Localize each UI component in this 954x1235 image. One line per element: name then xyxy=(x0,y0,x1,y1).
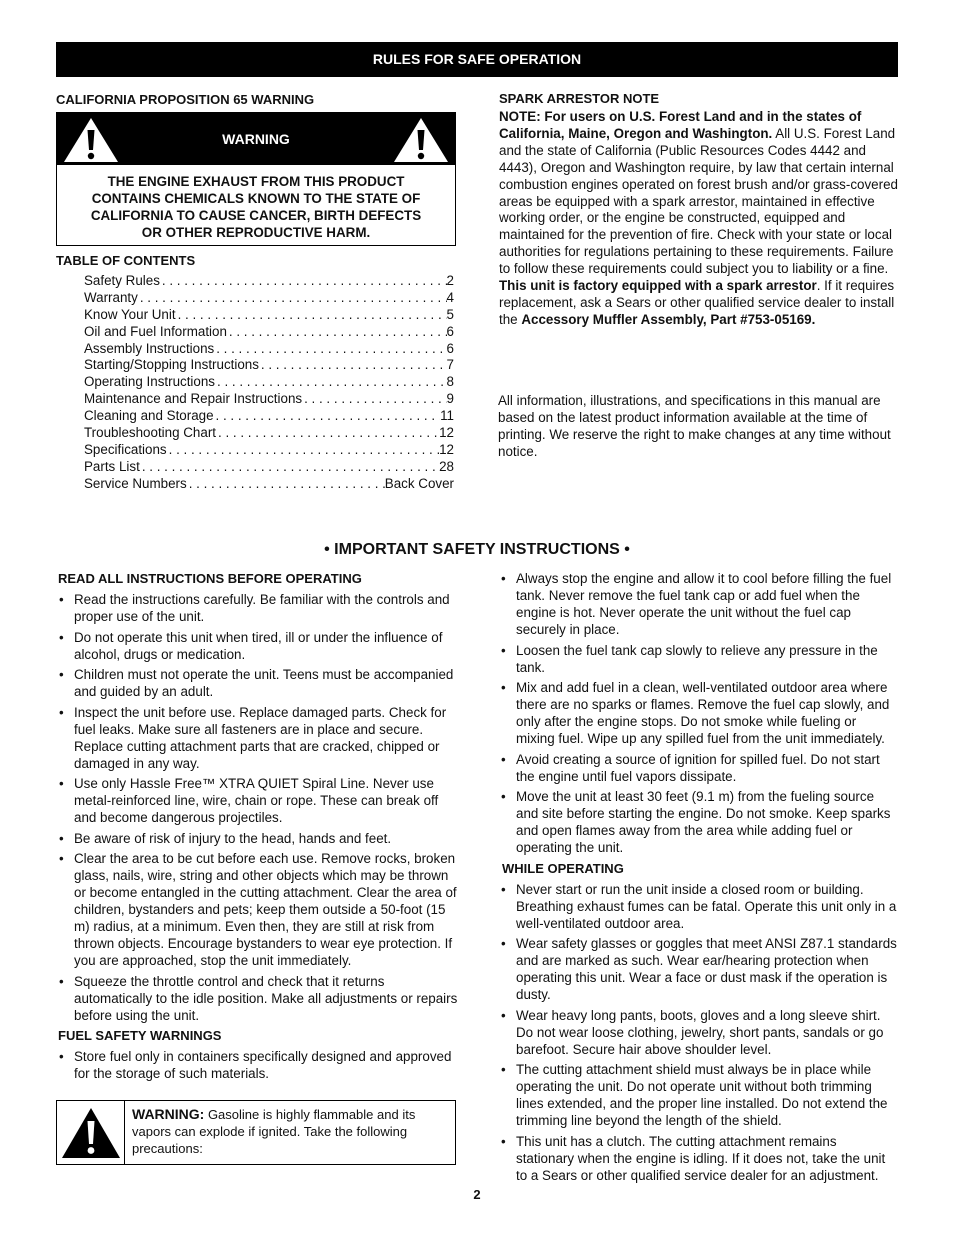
list-item: • Be aware of risk of injury to the head, hands and feet. xyxy=(58,830,458,847)
warning-line: OR OTHER REPRODUCTIVE HARM. xyxy=(141,225,371,240)
toc-entry[interactable]: Assembly Instructions . . . 6 xyxy=(84,340,454,357)
spark-arrestor-text xyxy=(499,109,899,329)
muffler-part-bold: Accessory Muffler Assembly, Part #753-05169. xyxy=(521,311,816,327)
page-number: 2 xyxy=(473,1187,481,1202)
toc-entry[interactable]: Safety Rules . . . 2 xyxy=(84,272,454,289)
list-item: • Always stop the engine and allow it to cool before filling the fuel tank. Never remove the fuel tank cap or add fuel when the engine is hot. Never operate the unit without the fuel cap securely in place. xyxy=(500,570,898,638)
fuel-safety-title: FUEL SAFETY WARNINGS xyxy=(58,1028,222,1043)
toc-entry[interactable]: Starting/Stopping Instructions . . . 7 xyxy=(84,356,454,373)
list-item: • Never start or run the unit inside a closed room or building. Breathing exhaust fumes can be fatal. Operate this unit only in a well-ventilated outdoor area. xyxy=(500,881,898,932)
prop65-warning-box xyxy=(56,112,456,246)
toc-entry[interactable]: Troubleshooting Chart . . . 12 xyxy=(84,424,454,441)
list-item: • Inspect the unit before use. Replace damaged parts. Check for fuel leaks. Make sure all fasteners are in place and secure. Replace cutting attachment parts that are cracked, chipped or damaged in any way. xyxy=(58,704,458,772)
prop65-title: CALIFORNIA PROPOSITION 65 WARNING xyxy=(56,92,315,107)
toc-entry[interactable]: Maintenance and Repair Instructions . . . 9 xyxy=(84,390,454,407)
warning-bar xyxy=(57,113,455,165)
warning-line: CALIFORNIA TO CAUSE CANCER, BIRTH DEFECTS xyxy=(90,208,422,223)
warning-triangle-icon xyxy=(393,117,449,163)
list-item: • Mix and add fuel in a clean, well-ventilated outdoor area where there are no sparks or flames. Remove the fuel cap slowly, and only after the engine stops. Do not smoke while fueling or mixing fuel. Wipe up any spilled fuel from the unit immediately. xyxy=(500,679,898,747)
spark-arrestor-title: SPARK ARRESTOR NOTE xyxy=(499,91,660,106)
spark-equipped-bold: This unit is factory equipped with a spark arrestor xyxy=(499,278,817,294)
while-operating-list xyxy=(500,881,898,1184)
prop65-warning-text xyxy=(57,173,455,241)
list-item: • Clear the area to be cut before each use. Remove rocks, broken glass, nails, wire, string and other objects which may be thrown or become entangled in the cutting attachment. Clear the area of children, bystanders and pets; keep them outside a 50-foot (15 m) radius, at a minimum. Even then, they are still at risk from thrown objects. Encourage bystanders to wear eye protection. If you are approached, stop the unit immediately. xyxy=(58,850,458,969)
toc-entry[interactable]: Cleaning and Storage . . . 11 xyxy=(84,407,454,424)
fuel-safety-list-continued xyxy=(500,570,898,856)
fuel-safety-list xyxy=(58,1048,458,1082)
list-item: • Loosen the fuel tank cap slowly to relieve any pressure in the tank. xyxy=(500,642,898,676)
read-instructions-list xyxy=(58,591,458,1024)
section-header-title: RULES FOR SAFE OPERATION xyxy=(372,51,582,67)
list-item: • Do not operate this unit when tired, ill or under the influence of alcohol, drugs or medication. xyxy=(58,629,458,663)
section-header-bar xyxy=(56,42,898,77)
list-item: • Use only Hassle Free™ XTRA QUIET Spiral Line. Never use metal-reinforced line, wire, chain or rope. These can break off and become dangerous projectiles. xyxy=(58,775,458,826)
toc-title: TABLE OF CONTENTS xyxy=(56,253,196,268)
toc-entry[interactable]: Parts List . . . 28 xyxy=(84,458,454,475)
toc-entry[interactable]: Operating Instructions . . . 8 xyxy=(84,373,454,390)
warning-line: CONTAINS CHEMICALS KNOWN TO THE STATE OF xyxy=(91,191,421,206)
read-instructions-title: READ ALL INSTRUCTIONS BEFORE OPERATING xyxy=(58,571,362,586)
list-item: • The cutting attachment shield must always be in place while operating the unit. Do not operate unit without both trimming lines extended, and the proper line installed. Do not extend the trimming line beyond the length of the shield. xyxy=(500,1061,898,1129)
toc-entry[interactable]: Know Your Unit . . . 5 xyxy=(84,306,454,323)
list-item: • Wear safety glasses or goggles that meet ANSI Z87.1 standards and are marked as such. Wear ear/hearing protection when operating this unit. Wear a face or dust mask if the operation is dusty. xyxy=(500,935,898,1003)
manual-info-note: All information, illustrations, and specifications in this manual are based on the latest product information available at the time of printing. We reserve the right to make changes at any time without notice. xyxy=(498,393,891,459)
list-item: • Move the unit at least 30 feet (9.1 m) from the fueling source and site before starting the engine. Do not smoke. Keep sparks and open flames away from the area while adding fuel or operating the unit. xyxy=(500,788,898,856)
list-item: • This unit has a clutch. The cutting attachment remains stationary when the engine is idling. If it does not, take the unit to a Sears or other qualified service dealer for an adjustment. xyxy=(500,1133,898,1184)
gasoline-warning-label: WARNING: xyxy=(132,1106,205,1122)
toc-entry[interactable]: Specifications . . . 12 xyxy=(84,441,454,458)
spark-note-bold: NOTE: For users on U.S. Forest Land and in the states of California, Maine, Oregon and Washington. xyxy=(499,109,862,141)
table-of-contents xyxy=(84,272,454,492)
left-column xyxy=(58,570,458,1086)
warning-label: WARNING xyxy=(222,130,290,147)
toc-entry[interactable]: Oil and Fuel Information . . . 6 xyxy=(84,323,454,340)
while-operating-title: WHILE OPERATING xyxy=(502,860,624,876)
list-item: • Store fuel only in containers specifically designed and approved for the storage of such materials. xyxy=(58,1048,458,1082)
gasoline-warning-text: WARNING: Gasoline is highly flammable and its vapors can explode if ignited. Take the following precautions: xyxy=(132,1106,416,1156)
toc-entry[interactable]: Service Numbers . . . Back Cover xyxy=(84,475,454,492)
gasoline-warning-box xyxy=(56,1100,456,1165)
warning-triangle-icon xyxy=(61,1107,121,1159)
list-item: • Squeeze the throttle control and check that it returns automatically to the idle position. Make all adjustments or repairs before using the unit. xyxy=(58,973,458,1024)
list-item: • Avoid creating a source of ignition for spilled fuel. Do not start the engine until fuel vapors dissipate. xyxy=(500,751,898,785)
list-item: • Read the instructions carefully. Be familiar with the controls and proper use of the unit. xyxy=(58,591,458,625)
spark-text-1: All U.S. Forest Land and the state of California (Public Resources Codes 4442 and 4443), Oregon and Washington require, by law that certain internal combustion engines operated on forest brush and/or grass-covered areas be equipped with a spark arrestor, maintained in effective working order, or the engine be constructed, equipped and maintained for the prevention of fire. Check with your state or local authorities for regulations pertaining to these requirements. Failure to follow these requirements could subject you to liability or a fine. xyxy=(499,125,898,277)
toc-entry[interactable]: Warranty . . . 4 xyxy=(84,289,454,306)
right-column xyxy=(500,570,898,1187)
spark-text-2: . If it requires replacement, ask a Sears or other qualified service dealer to install the xyxy=(499,278,895,327)
list-item: • Children must not operate the unit. Teens must be accompanied and guided by an adult. xyxy=(58,666,458,700)
list-item: • Wear heavy long pants, boots, gloves and a long sleeve shirt. Do not wear loose clothing, jewelry, short pants, sandals or go barefoot. Secure hair above shoulder level. xyxy=(500,1007,898,1058)
warning-line: THE ENGINE EXHAUST FROM THIS PRODUCT xyxy=(107,174,405,189)
important-safety-title: • IMPORTANT SAFETY INSTRUCTIONS • xyxy=(324,541,630,558)
